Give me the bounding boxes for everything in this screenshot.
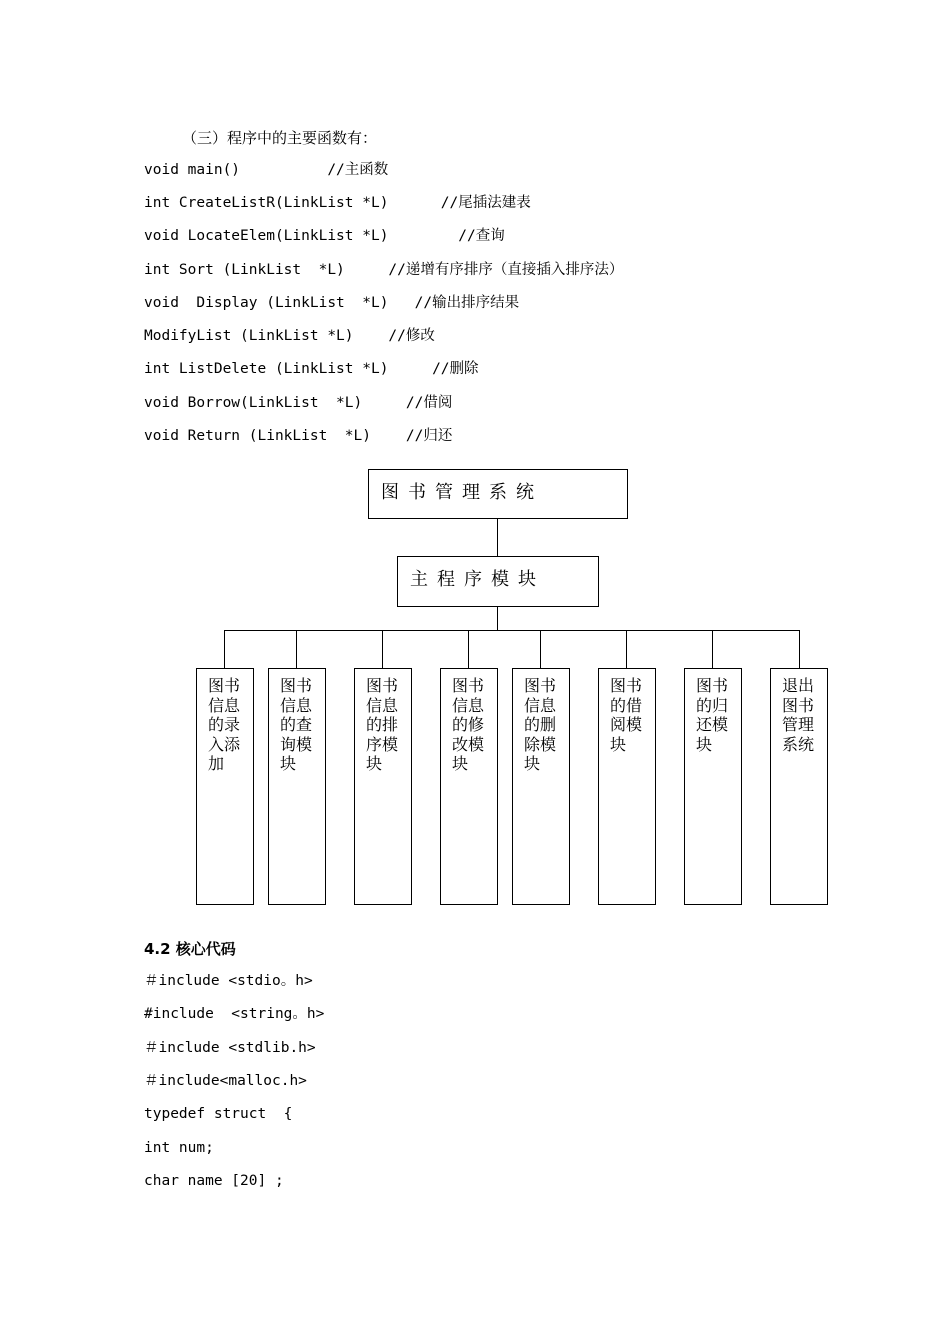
module-box-query bbox=[268, 668, 326, 905]
section-title: 4.2 核心代码 bbox=[144, 940, 236, 958]
module-label: 图书信息的录入添加 bbox=[208, 676, 241, 773]
root-box bbox=[368, 469, 628, 519]
connector-line bbox=[468, 630, 469, 668]
module-box-sort bbox=[354, 668, 412, 905]
connector-line bbox=[626, 630, 627, 668]
code-line: typedef struct { bbox=[144, 1106, 293, 1122]
module-label: 图书信息的修改模块 bbox=[452, 676, 485, 773]
connector-line bbox=[799, 630, 800, 668]
function-line: void LocateElem(LinkList *L) //查询 bbox=[144, 228, 505, 244]
module-label: 图书信息的排序模块 bbox=[366, 676, 399, 773]
code-line: #include <string。h> bbox=[144, 1006, 325, 1022]
module-box-return bbox=[684, 668, 742, 905]
branch-line bbox=[224, 630, 800, 631]
connector-line bbox=[382, 630, 383, 668]
function-line: int CreateListR(LinkList *L) //尾插法建表 bbox=[144, 195, 531, 211]
connector-line bbox=[497, 519, 498, 556]
function-line: int ListDelete (LinkList *L) //删除 bbox=[144, 361, 479, 377]
module-box-borrow bbox=[598, 668, 656, 905]
module-label: 图书信息的查询模块 bbox=[280, 676, 313, 773]
function-line: ModifyList (LinkList *L) //修改 bbox=[144, 328, 435, 344]
functions-heading: （三）程序中的主要函数有： bbox=[182, 129, 378, 147]
connector-line bbox=[540, 630, 541, 668]
module-label: 图书的借阅模块 bbox=[610, 676, 643, 754]
code-line: char name [20] ; bbox=[144, 1173, 284, 1189]
code-line: ＃include <stdio。h> bbox=[144, 973, 313, 989]
connector-line bbox=[497, 607, 498, 631]
module-label: 退出图书管理系统 bbox=[782, 676, 815, 754]
module-label: 图书信息的删除模块 bbox=[524, 676, 557, 773]
module-box-delete bbox=[512, 668, 570, 905]
module-box-modify bbox=[440, 668, 498, 905]
connector-line bbox=[296, 630, 297, 668]
function-line: void main() //主函数 bbox=[144, 162, 389, 178]
code-line: int num; bbox=[144, 1140, 214, 1156]
main-module-label: 主程序模块 bbox=[410, 569, 545, 590]
module-box-add bbox=[196, 668, 254, 905]
root-label: 图书管理系统 bbox=[381, 482, 543, 503]
code-line: ＃include<malloc.h> bbox=[144, 1073, 307, 1089]
function-line: void Return (LinkList *L) //归还 bbox=[144, 428, 453, 444]
connector-line bbox=[712, 630, 713, 668]
code-line: ＃include <stdlib.h> bbox=[144, 1040, 316, 1056]
connector-line bbox=[224, 630, 225, 668]
module-label: 图书的归还模块 bbox=[696, 676, 729, 754]
main-module-box bbox=[397, 556, 599, 607]
function-line: void Borrow(LinkList *L) //借阅 bbox=[144, 395, 453, 411]
module-box-exit bbox=[770, 668, 828, 905]
function-line: int Sort (LinkList *L) //递增有序排序（直接插入排序法） bbox=[144, 262, 624, 278]
function-line: void Display (LinkList *L) //输出排序结果 bbox=[144, 295, 520, 311]
